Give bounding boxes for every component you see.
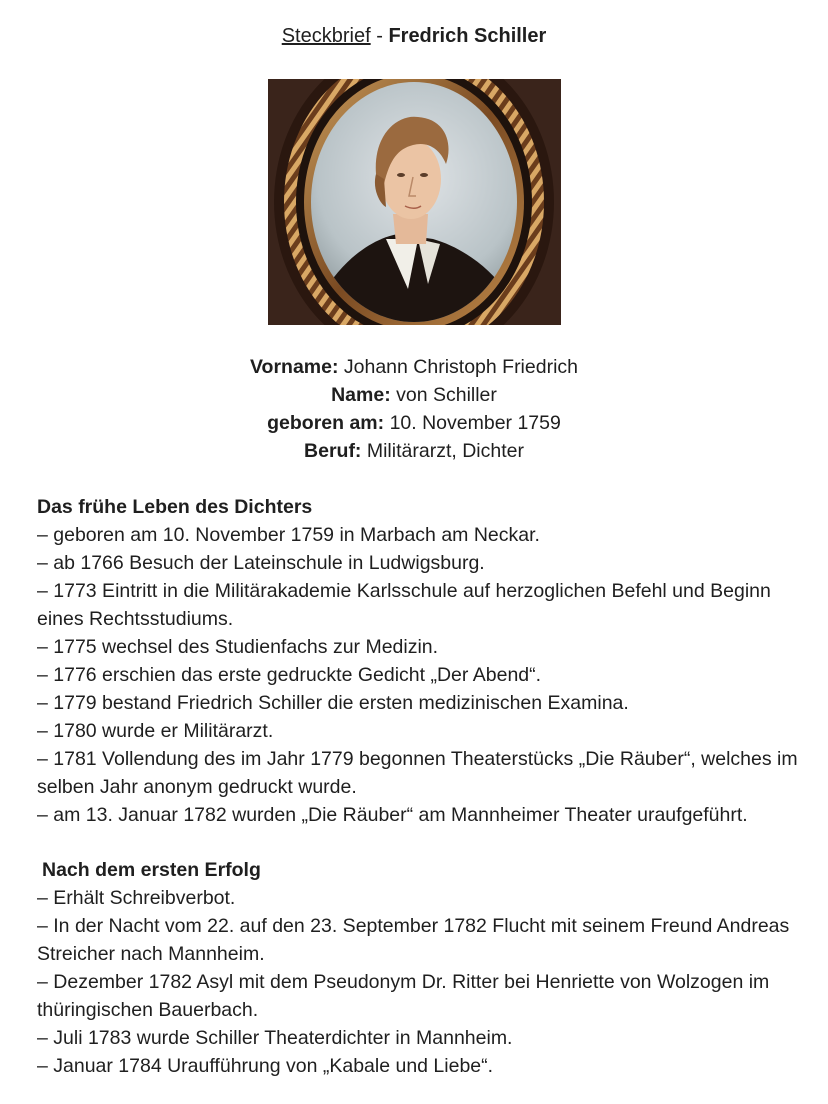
list-item: – am 13. Januar 1782 wurden „Die Räuber“ am Mannheimer Theater uraufgeführt. bbox=[37, 804, 748, 826]
facts-block bbox=[0, 353, 828, 465]
list-item: – Erhält Schreibverbot. bbox=[37, 887, 236, 909]
fact-label: geboren am: bbox=[267, 412, 385, 434]
section-heading: Das frühe Leben des Dichters bbox=[37, 496, 313, 518]
page-title bbox=[0, 23, 828, 49]
fact-value: Militärarzt, Dichter bbox=[361, 440, 524, 462]
title-separator: - bbox=[370, 25, 389, 47]
list-item: – ab 1766 Besuch der Lateinschule in Ludwigsburg. bbox=[37, 552, 485, 574]
list-item: – Januar 1784 Uraufführung von „Kabale und Liebe“. bbox=[37, 1055, 494, 1077]
fact-label: Beruf: bbox=[304, 440, 362, 462]
fact-profession bbox=[0, 437, 828, 465]
title-name: Fredrich Schiller bbox=[388, 25, 547, 47]
list-item: – 1781 Vollendung des im Jahr 1779 begonnen Theaterstücks „Die Räuber“, welches im selben Jahr anonym gedruckt wurde. bbox=[37, 748, 798, 798]
fact-label: Vorname: bbox=[249, 356, 339, 378]
fact-value: 10. November 1759 bbox=[384, 412, 561, 434]
title-prefix: Steckbrief bbox=[281, 25, 371, 47]
fact-value: von Schiller bbox=[390, 384, 497, 406]
section-early-life bbox=[37, 493, 817, 829]
list-item: – 1773 Eintritt in die Militärakademie Karlsschule auf herzoglichen Befehl und Beginn eines Rechtsstudiums. bbox=[37, 580, 771, 630]
list-item: – 1776 erschien das erste gedruckte Gedicht „Der Abend“. bbox=[37, 664, 542, 686]
list-item: – In der Nacht vom 22. auf den 23. September 1782 Flucht mit seinem Freund Andreas Streicher nach Mannheim. bbox=[37, 915, 790, 965]
list-item: – 1780 wurde er Militärarzt. bbox=[37, 720, 274, 742]
fact-name bbox=[0, 381, 828, 409]
list-item: – geboren am 10. November 1759 in Marbach am Neckar. bbox=[37, 524, 540, 546]
fact-birth bbox=[0, 409, 828, 437]
section-heading: Nach dem ersten Erfolg bbox=[42, 859, 261, 881]
list-item: – Juli 1783 wurde Schiller Theaterdichter in Mannheim. bbox=[37, 1027, 513, 1049]
list-item: – 1779 bestand Friedrich Schiller die ersten medizinischen Examina. bbox=[37, 692, 629, 714]
fact-value: Johann Christoph Friedrich bbox=[338, 356, 579, 378]
fact-label: Name: bbox=[331, 384, 391, 406]
portrait-image bbox=[268, 79, 561, 325]
section-after-success bbox=[37, 856, 817, 1080]
fact-vorname bbox=[0, 353, 828, 381]
list-item: – Dezember 1782 Asyl mit dem Pseudonym Dr. Ritter bei Henriette von Wolzogen im thüringischen Bauerbach. bbox=[37, 971, 770, 1021]
portrait-illustration bbox=[268, 79, 561, 325]
list-item: – 1775 wechsel des Studienfachs zur Medizin. bbox=[37, 636, 439, 658]
